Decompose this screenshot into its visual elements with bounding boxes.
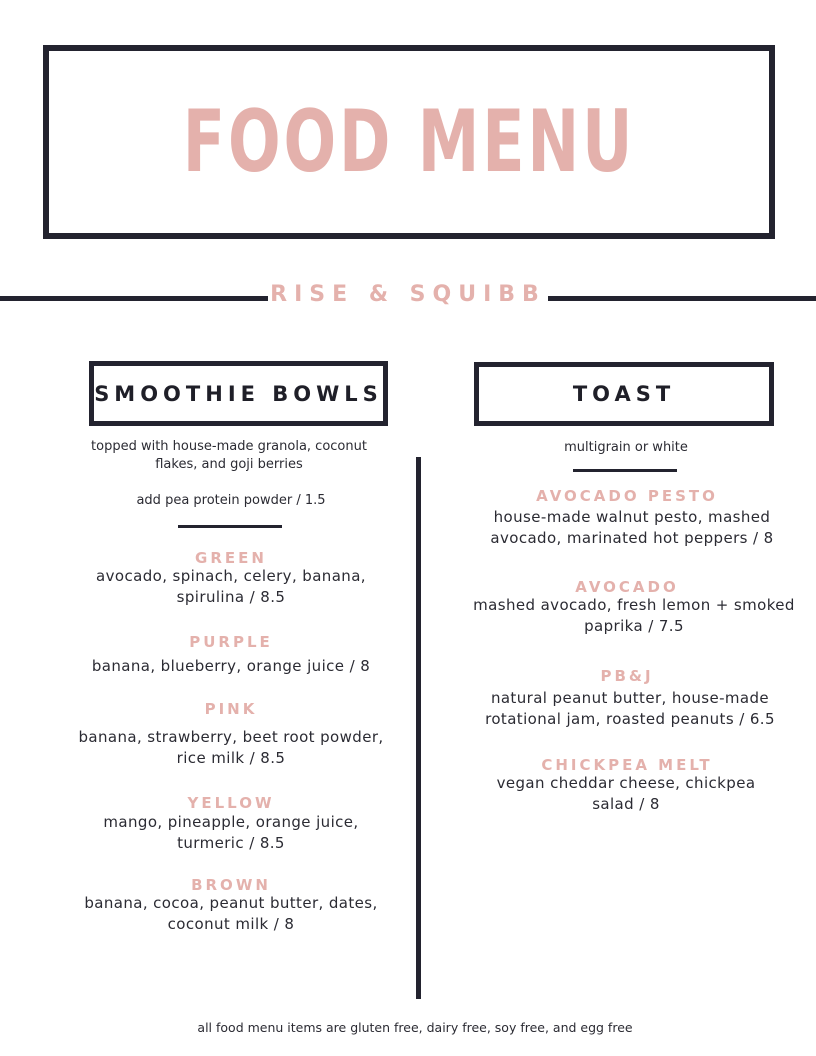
brand-rule-left <box>0 296 268 301</box>
toast-short-rule <box>573 469 677 472</box>
footer-note: all food menu items are gluten free, dairy free, soy free, and egg free <box>197 1020 633 1035</box>
item-name-chickpea-melt: CHICKPEA MELT <box>541 756 713 774</box>
item-name-avocado-pesto: AVOCADO PESTO <box>536 487 718 505</box>
item-name-avocado: AVOCADO <box>575 578 679 596</box>
item-desc-pbj: natural peanut butter, house-made rotational jam, roasted peanuts / 6.5 <box>485 689 775 728</box>
item-name-brown: BROWN <box>191 876 271 894</box>
item-desc-green: avocado, spinach, celery, banana, spirulina / 8.5 <box>96 567 366 606</box>
menu-title: FOOD MENU <box>182 92 636 192</box>
item-desc-yellow: mango, pineapple, orange juice, turmeric / 8.5 <box>103 813 359 852</box>
item-desc-avocado-pesto: house-made walnut pesto, mashed avocado, marinated hot peppers / 8 <box>490 508 774 547</box>
toast-heading-box <box>474 362 774 426</box>
toast-note: multigrain or white <box>564 440 688 455</box>
item-name-pbj: PB&J <box>600 667 654 685</box>
item-name-green: GREEN <box>195 549 267 567</box>
item-desc-brown: banana, cocoa, peanut butter, dates, coconut milk / 8 <box>84 894 378 933</box>
smoothie-bowls-heading-box <box>89 361 388 426</box>
smoothie-short-rule <box>178 525 282 528</box>
brand-rule-right <box>548 296 816 301</box>
item-desc-avocado: mashed avocado, fresh lemon + smoked paprika / 7.5 <box>473 596 795 635</box>
brand-name: RISE & SQUIBB <box>270 282 546 307</box>
item-desc-purple: banana, blueberry, orange juice / 8 <box>91 657 371 675</box>
title-box <box>43 45 775 239</box>
item-desc-chickpea-melt: vegan cheddar cheese, chickpea salad / 8 <box>496 774 756 813</box>
column-divider <box>416 457 421 999</box>
smoothie-bowls-heading: SMOOTHIE BOWLS <box>94 381 383 406</box>
item-name-purple: PURPLE <box>189 633 273 651</box>
item-name-yellow: YELLOW <box>187 794 275 812</box>
item-name-pink: PINK <box>204 700 258 718</box>
toast-heading: TOAST <box>572 382 676 406</box>
smoothie-note: topped with house-made granola, coconut flakes, and goji berries <box>91 439 367 472</box>
item-desc-pink: banana, strawberry, beet root powder, rice milk / 8.5 <box>78 728 384 767</box>
smoothie-addon: add pea protein powder / 1.5 <box>136 493 326 508</box>
